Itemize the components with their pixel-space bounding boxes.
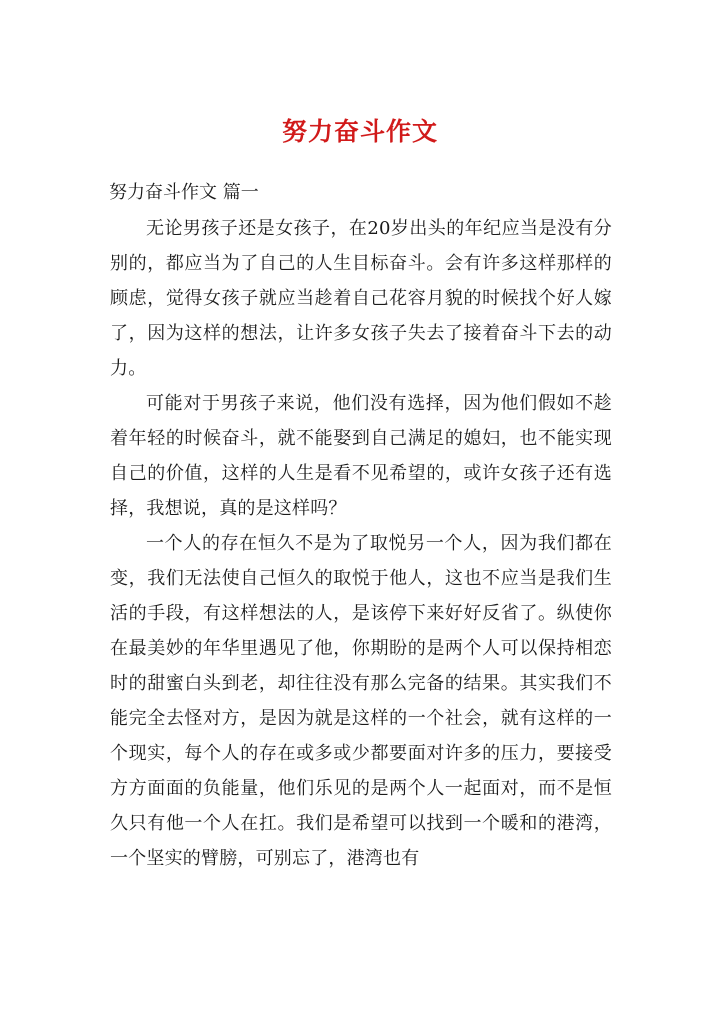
paragraph-1: 无论男孩子还是女孩子，在20岁出头的年纪应当是没有分别的，都应当为了自己的人生目标奋斗。会有许多这样那样的顾虑，觉得女孩子就应当趁着自己花容月貌的时候找个好人嫁了，因为这样的想法，让许多女孩子失去了接着奋斗下去的动力。 bbox=[110, 218, 612, 379]
paragraph-2: 可能对于男孩子来说，他们没有选择，因为他们假如不趁着年轻的时候奋斗，就不能娶到自己满足的媳妇，也不能实现自己的价值，这样的人生是看不见希望的，或许女孩子还有选择，我想说，真的是这样吗？ bbox=[110, 393, 612, 519]
page-title: 努力奋斗作文 bbox=[281, 117, 438, 146]
article-body bbox=[110, 211, 612, 876]
paragraph-3: 一个人的存在恒久不是为了取悦另一个人，因为我们都在变，我们无法使自己恒久的取悦于他人，这也不应当是我们生活的手段，有这样想法的人，是该停下来好好反省了。纵使你在最美妙的年华里遇见了他，你期盼的是两个人可以保持相恋时的甜蜜白头到老，却往往没有那么完备的结果。其实我们不能完全去怪对方，是因为就是这样的一个社会，就有这样的一个现实，每个人的存在或多或少都要面对许多的压力，要接受方方面面的负能量，他们乐见的是两个人一起面对，而不是恒久只有他一个人在扛。我们是希望可以找到一个暖和的港湾，一个坚实的臂膀，可别忘了，港湾也有 bbox=[110, 533, 612, 869]
section-heading: 努力奋斗作文 篇一 bbox=[109, 182, 259, 203]
